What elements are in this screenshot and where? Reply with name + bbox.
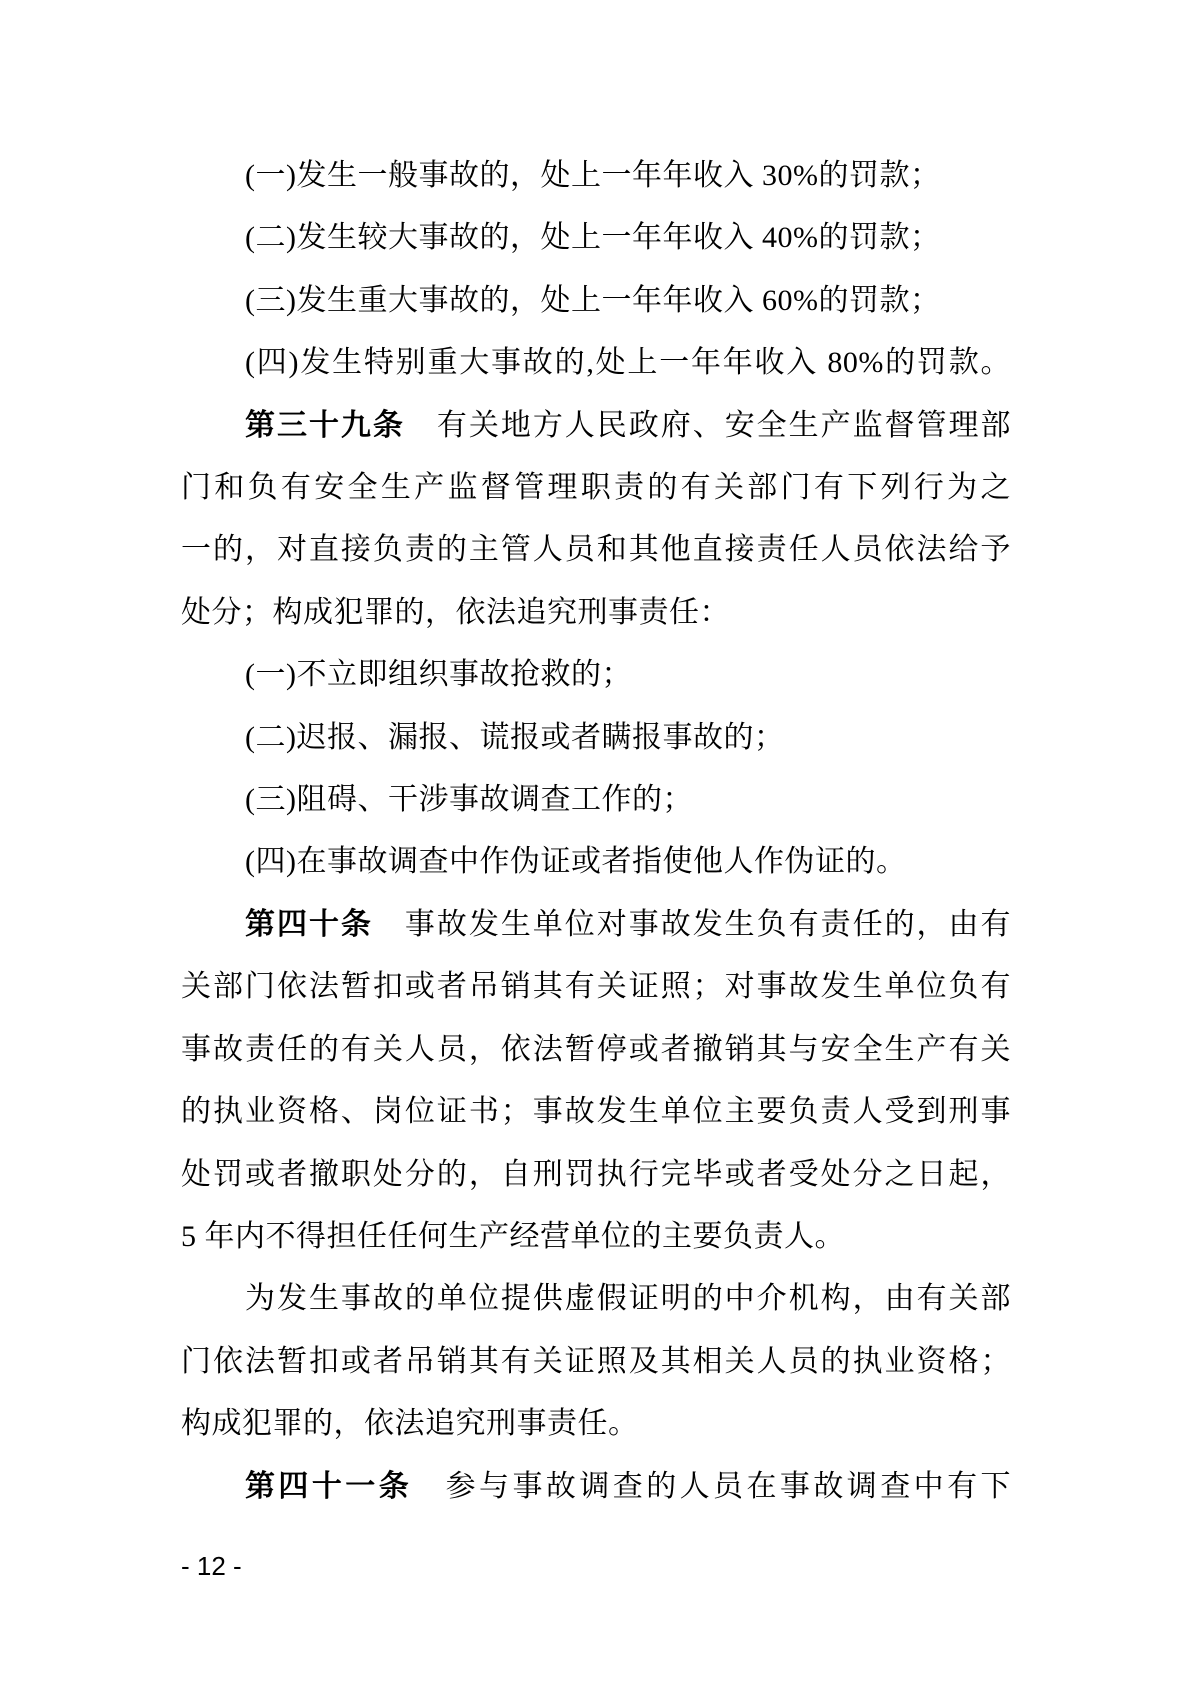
article-40-line-2: 关部门依法暂扣或者吊销其有关证照；对事故发生单位负有 — [181, 970, 1011, 1004]
article-40-para-2-line-1: 为发生事故的单位提供虚假证明的中介机构，由有关部 — [245, 1282, 1011, 1316]
article-40-text-start: 事故发生单位对事故发生负有责任的，由有 — [372, 907, 1012, 941]
article-40-line-3: 事故责任的有关人员，依法暂停或者撤销其与安全生产有关 — [181, 1032, 1011, 1066]
article-40-para-2-line-2: 门依法暂扣或者吊销其有关证照及其相关人员的执业资格； — [181, 1344, 1011, 1378]
article-39-heading-line — [181, 395, 1011, 457]
article-41-heading-line — [181, 1456, 1011, 1518]
penalty-item-4: (四)发生特别重大事故的,处上一年年收入 80%的罚款。 — [245, 346, 1011, 380]
document-body — [181, 145, 1011, 1518]
article-39-number: 第三十九条 — [245, 408, 405, 442]
article-39-line-4: 处分；构成犯罪的，依法追究刑事责任： — [181, 595, 730, 629]
penalty-item-2: (二)发生较大事故的，处上一年年收入 40%的罚款； — [245, 221, 941, 255]
article-39-line-3: 一的，对直接负责的主管人员和其他直接责任人员依法给予 — [181, 533, 1011, 567]
article-40-line-4: 的执业资格、岗位证书；事故发生单位主要负责人受到刑事 — [181, 1095, 1011, 1129]
violation-item-3: (三)阻碍、干涉事故调查工作的； — [245, 783, 693, 817]
article-39-text-start: 有关地方人民政府、安全生产监督管理部 — [404, 408, 1012, 442]
article-40-para-2-line-3: 构成犯罪的，依法追究刑事责任。 — [181, 1407, 639, 1441]
violation-item-2: (二)迟报、漏报、谎报或者瞒报事故的； — [245, 720, 785, 754]
article-41-text-start: 参与事故调查的人员在事故调查中有下 — [412, 1469, 1012, 1503]
penalty-item-3: (三)发生重大事故的，处上一年年收入 60%的罚款； — [245, 283, 941, 317]
violation-item-1: (一)不立即组织事故抢救的； — [245, 658, 632, 692]
article-40-heading-line — [181, 894, 1011, 956]
article-40-line-6: 5 年内不得担任任何生产经营单位的主要负责人。 — [181, 1219, 845, 1253]
penalty-item-1: (一)发生一般事故的，处上一年年收入 30%的罚款； — [245, 159, 941, 192]
article-40-line-5: 处罚或者撤职处分的，自刑罚执行完毕或者受处分之日起， — [181, 1157, 1011, 1191]
violation-item-4: (四)在事故调查中作伪证或者指使他人作伪证的。 — [245, 845, 907, 879]
article-41-number: 第四十一条 — [245, 1469, 413, 1503]
article-39-line-2: 门和负有安全生产监督管理职责的有关部门有下列行为之 — [181, 471, 1011, 505]
page-number: - 12 - — [181, 1551, 242, 1581]
article-40-number: 第四十条 — [245, 907, 373, 941]
